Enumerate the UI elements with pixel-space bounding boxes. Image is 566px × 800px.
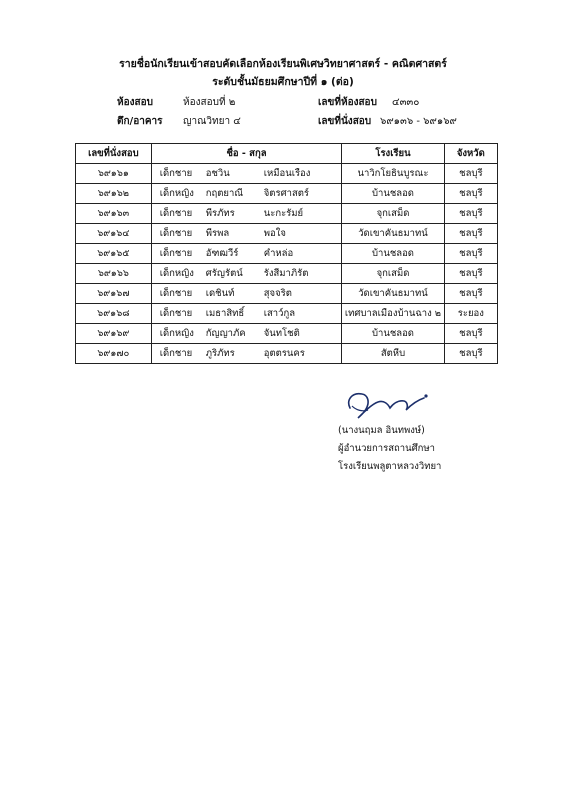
province: ชลบุรี: [444, 324, 497, 344]
header-name: ชื่อ - สกุล: [151, 144, 342, 164]
table-row: [76, 204, 498, 224]
last-name: เสาว์กูล: [263, 308, 296, 319]
seat-number: ๖๙๑๖๖: [76, 264, 152, 284]
last-name: พอใจ: [263, 228, 286, 239]
name-prefix: เด็กหญิง: [159, 328, 194, 339]
school-name: บ้านชลอด: [342, 324, 444, 344]
student-name: [151, 184, 342, 204]
header-school: โรงเรียน: [342, 144, 444, 164]
last-name: คำหล่อ: [263, 248, 294, 259]
table-body: [76, 164, 498, 364]
seat-range-value: ๖๙๑๓๖ - ๖๙๑๖๙: [380, 116, 457, 127]
last-name: อุตตรนคร: [263, 348, 305, 359]
name-prefix: เด็กชาย: [159, 288, 193, 299]
seat-number: ๖๙๑๖๒: [76, 184, 152, 204]
table-row: [76, 224, 498, 244]
table-row: [76, 184, 498, 204]
signature-image: [338, 382, 438, 427]
last-name: จิตรศาสตร์: [263, 188, 310, 199]
seat-number: ๖๙๑๖๗: [76, 284, 152, 304]
room-no-label: เลขที่ห้องสอบ: [318, 97, 377, 108]
school-name: จุกเสม็ด: [342, 204, 444, 224]
title-line-1: รายชื่อนักเรียนเข้าสอบคัดเลือกห้องเรียนพิเศษวิทยาศาสตร์ - คณิตศาสตร์: [119, 58, 447, 70]
student-name: [151, 324, 342, 344]
table-row: [76, 324, 498, 344]
name-prefix: เด็กชาย: [159, 248, 193, 259]
room-no-value: ๔๓๓๐: [392, 97, 420, 108]
last-name: นะกะรัมย์: [263, 208, 304, 219]
school-name: บ้านชลอด: [342, 244, 444, 264]
last-name: สุจจริต: [263, 288, 292, 299]
student-name: [151, 204, 342, 224]
seat-number: ๖๙๑๖๑: [76, 164, 152, 184]
first-name: พีรพล: [205, 228, 230, 239]
student-name: [151, 224, 342, 244]
first-name: เมธาสิทธิ์: [205, 308, 245, 319]
seat-number: ๖๙๑๖๔: [76, 224, 152, 244]
first-name: กฤตยาณี: [205, 188, 244, 199]
name-prefix: เด็กชาย: [159, 308, 193, 319]
last-name: เหมือนเรือง: [263, 168, 311, 179]
first-name: กัญญาภัค: [205, 328, 246, 339]
name-prefix: เด็กหญิง: [159, 188, 194, 199]
table-header-row: [76, 144, 498, 164]
first-name: ภูริภัทร: [205, 348, 235, 359]
name-prefix: เด็กชาย: [159, 168, 193, 179]
student-name: [151, 344, 342, 364]
last-name: จันทโชติ: [263, 328, 300, 339]
student-name: [151, 244, 342, 264]
name-prefix: เด็กหญิง: [159, 268, 194, 279]
seat-range-label: เลขที่นั่งสอบ: [318, 116, 372, 127]
table-row: [76, 344, 498, 364]
building-label: ตึก/อาคาร: [117, 116, 163, 127]
signer-school: โรงเรียนพลูตาหลวงวิทยา: [338, 461, 442, 472]
room-value: ห้องสอบที่ ๒: [183, 97, 236, 108]
province: ชลบุรี: [444, 224, 497, 244]
table-row: [76, 264, 498, 284]
province: ชลบุรี: [444, 264, 497, 284]
student-name: [151, 164, 342, 184]
seat-number: ๖๙๑๖๓: [76, 204, 152, 224]
signer-name: (นางนฤมล อินทพงษ์): [338, 425, 425, 436]
table-row: [76, 244, 498, 264]
last-name: รังสีมาภิรัต: [263, 268, 309, 279]
school-name: จุกเสม็ด: [342, 264, 444, 284]
province: ชลบุรี: [444, 204, 497, 224]
province: ชลบุรี: [444, 184, 497, 204]
header-province: จังหวัด: [444, 144, 497, 164]
room-label: ห้องสอบ: [117, 97, 153, 108]
table-row: [76, 304, 498, 324]
province: ชลบุรี: [444, 284, 497, 304]
seat-number: ๖๙๑๖๙: [76, 324, 152, 344]
school-name: เทศบาลเมืองบ้านฉาง ๒: [342, 304, 444, 324]
school-name: บ้านชลอด: [342, 184, 444, 204]
province: ชลบุรี: [444, 344, 497, 364]
first-name: เดชินท์: [205, 288, 235, 299]
province: ชลบุรี: [444, 244, 497, 264]
province: ระยอง: [444, 304, 497, 324]
school-name: วัดเขาคันธมาทน์: [342, 284, 444, 304]
name-prefix: เด็กชาย: [159, 208, 193, 219]
province: ชลบุรี: [444, 164, 497, 184]
student-name: [151, 264, 342, 284]
name-prefix: เด็กชาย: [159, 228, 193, 239]
table-row: [76, 164, 498, 184]
name-prefix: เด็กชาย: [159, 348, 193, 359]
student-table: [75, 143, 498, 364]
table-row: [76, 284, 498, 304]
first-name: พีรภัทร: [205, 208, 235, 219]
student-name: [151, 304, 342, 324]
building-value: ญาณวิทยา ๔: [183, 116, 241, 127]
first-name: อชวิน: [205, 168, 230, 179]
title-line-2: ระดับชั้นมัธยมศึกษาปีที่ ๑ (ต่อ): [212, 76, 354, 88]
school-name: สัตหีบ: [342, 344, 444, 364]
school-name: วัดเขาคันธมาทน์: [342, 224, 444, 244]
seat-number: ๖๙๑๖๘: [76, 304, 152, 324]
signer-position: ผู้อำนวยการสถานศึกษา: [338, 443, 435, 454]
first-name: ศรัญรัตน์: [205, 268, 243, 279]
school-name: นาวิกโยธินบูรณะ: [342, 164, 444, 184]
seat-number: ๖๙๑๖๕: [76, 244, 152, 264]
student-name: [151, 284, 342, 304]
seat-number: ๖๙๑๗๐: [76, 344, 152, 364]
header-seat: เลขที่นั่งสอบ: [76, 144, 152, 164]
first-name: อัฑฒวีร์: [205, 248, 239, 259]
